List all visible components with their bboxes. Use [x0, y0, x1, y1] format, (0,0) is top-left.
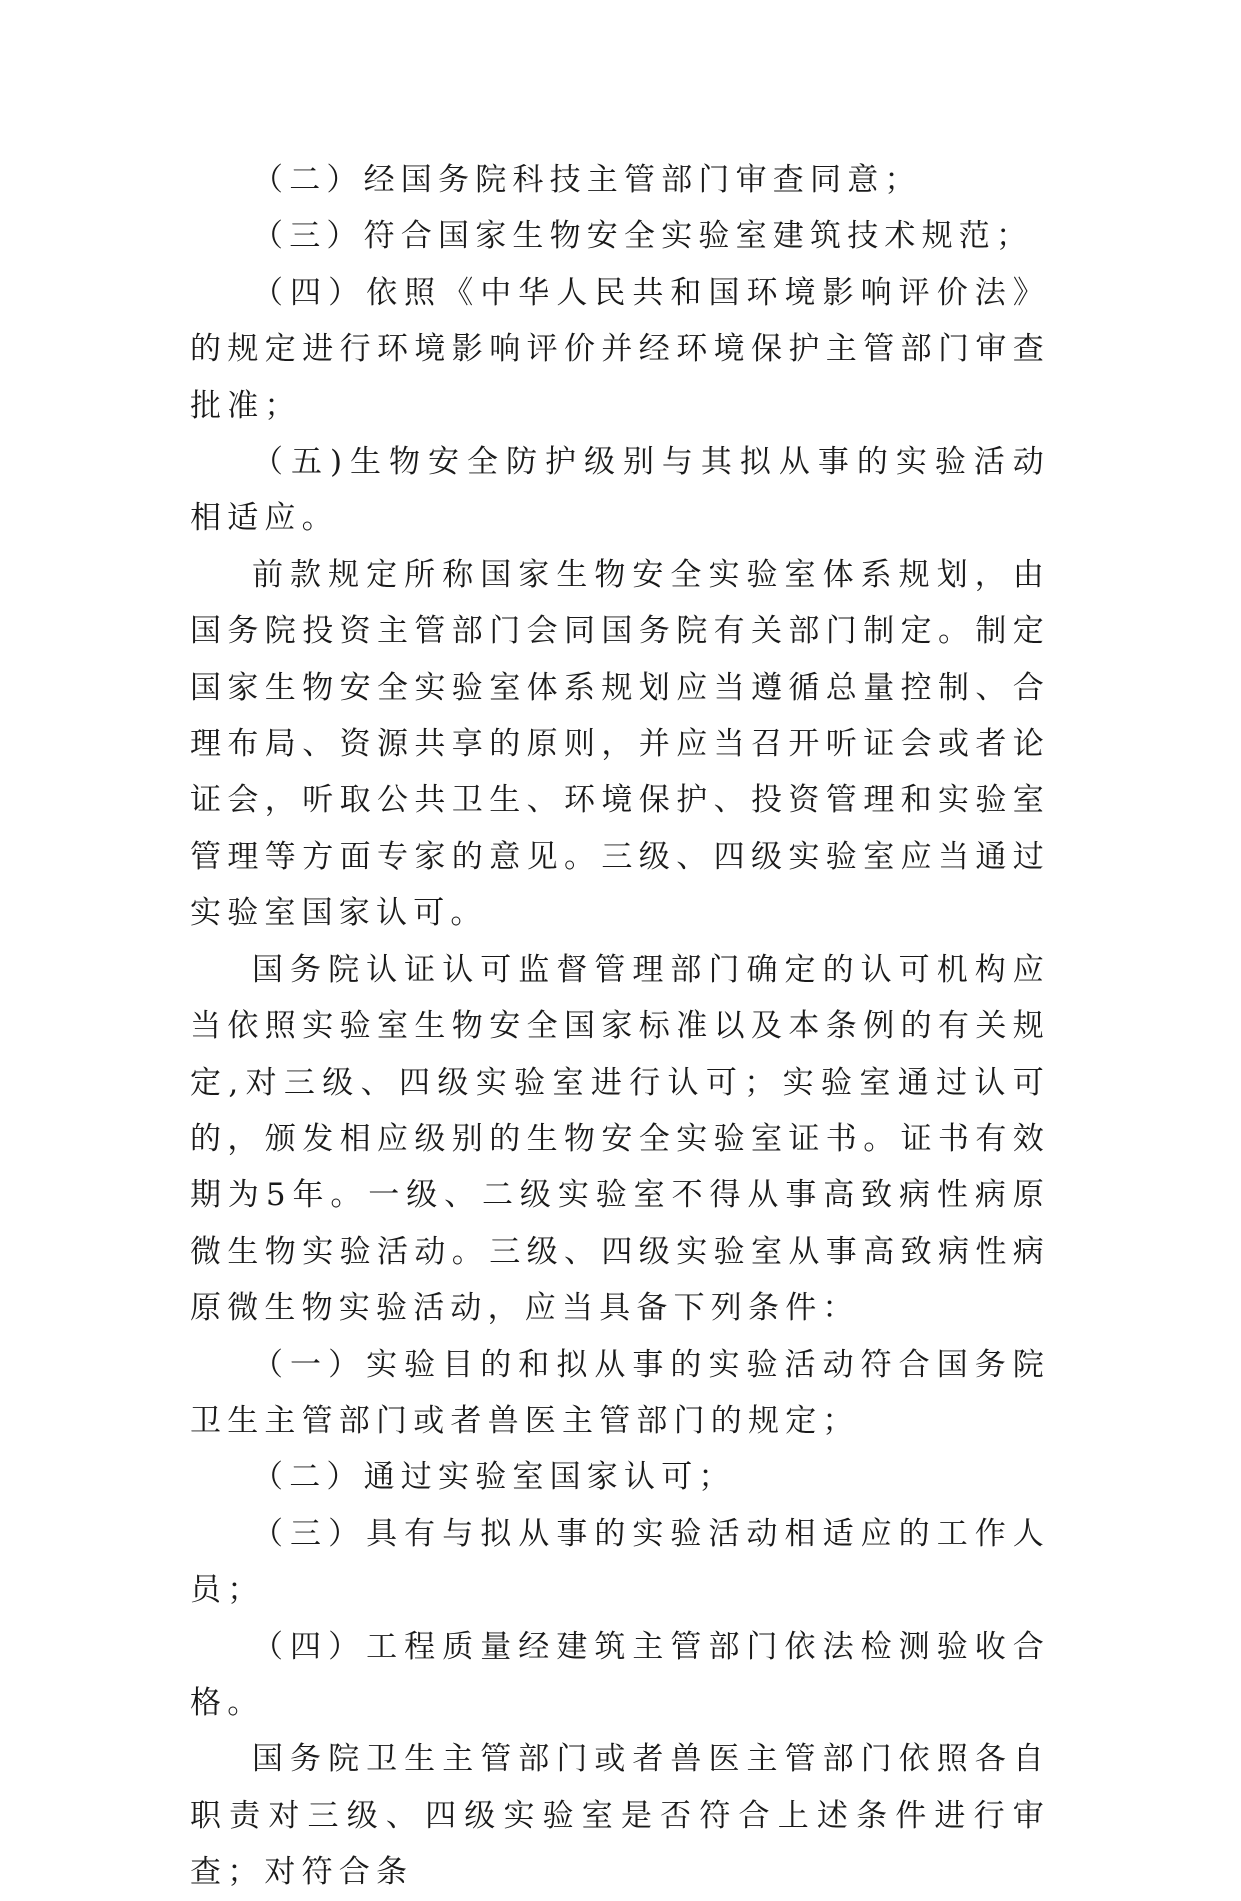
paragraph: （四）工程质量经建筑主管部门依法检测验收合格。: [190, 1628, 1050, 1721]
paragraph: （二）经国务院科技主管部门审查同意；: [252, 162, 922, 198]
paragraph: （一）实验目的和拟从事的实验活动符合国务院卫生主管部门或者兽医主管部门的规定；: [190, 1346, 1050, 1439]
paragraph: （三）符合国家生物安全实验室建筑技术规范；: [252, 218, 1034, 255]
paragraph: 前款规定所称国家生物安全实验室体系规划，由国务院投资主管部门会同国务院有关部门制定。制定国家生物安全实验室体系规划应当遵循总量控制、合理布局、资源共享的原则，并应当召开听证会或者论证会，听取公共卫生、环境保护、投资管理和实验室管理等方面专家的意见。三级、四级实验室应当通过实验室国家认可。: [190, 556, 1050, 932]
paragraph: 国务院认证认可监督管理部门确定的认可机构应当依照实验室生物安全国家标准以及本条例的有关规定,对三级、四级实验室进行认可；实验室通过认可的，颁发相应级别的生物安全实验室证书。证书有效期为5年。一级、二级实验室不得从事高致病性病原微生物实验活动。三级、四级实验室从事高致病性病原微生物实验活动，应当具备下列条件：: [190, 951, 1050, 1327]
paragraph: （五)生物安全防护级别与其拟从事的实验活动相适应。: [190, 444, 1050, 537]
paragraph: （三）具有与拟从事的实验活动相适应的工作人员；: [190, 1515, 1050, 1609]
paragraph: 国务院卫生主管部门或者兽医主管部门依照各自职责对三级、四级实验室是否符合上述条件进行审查；对符合条: [190, 1741, 1050, 1891]
paragraph: （四）依照《中华人民共和国环境影响评价法》的规定进行环境影响评价并经环境保护主管部门审查批准；: [190, 274, 1050, 424]
paragraph: （二）通过实验室国家认可；: [252, 1459, 736, 1496]
document-body: [190, 152, 1050, 1901]
